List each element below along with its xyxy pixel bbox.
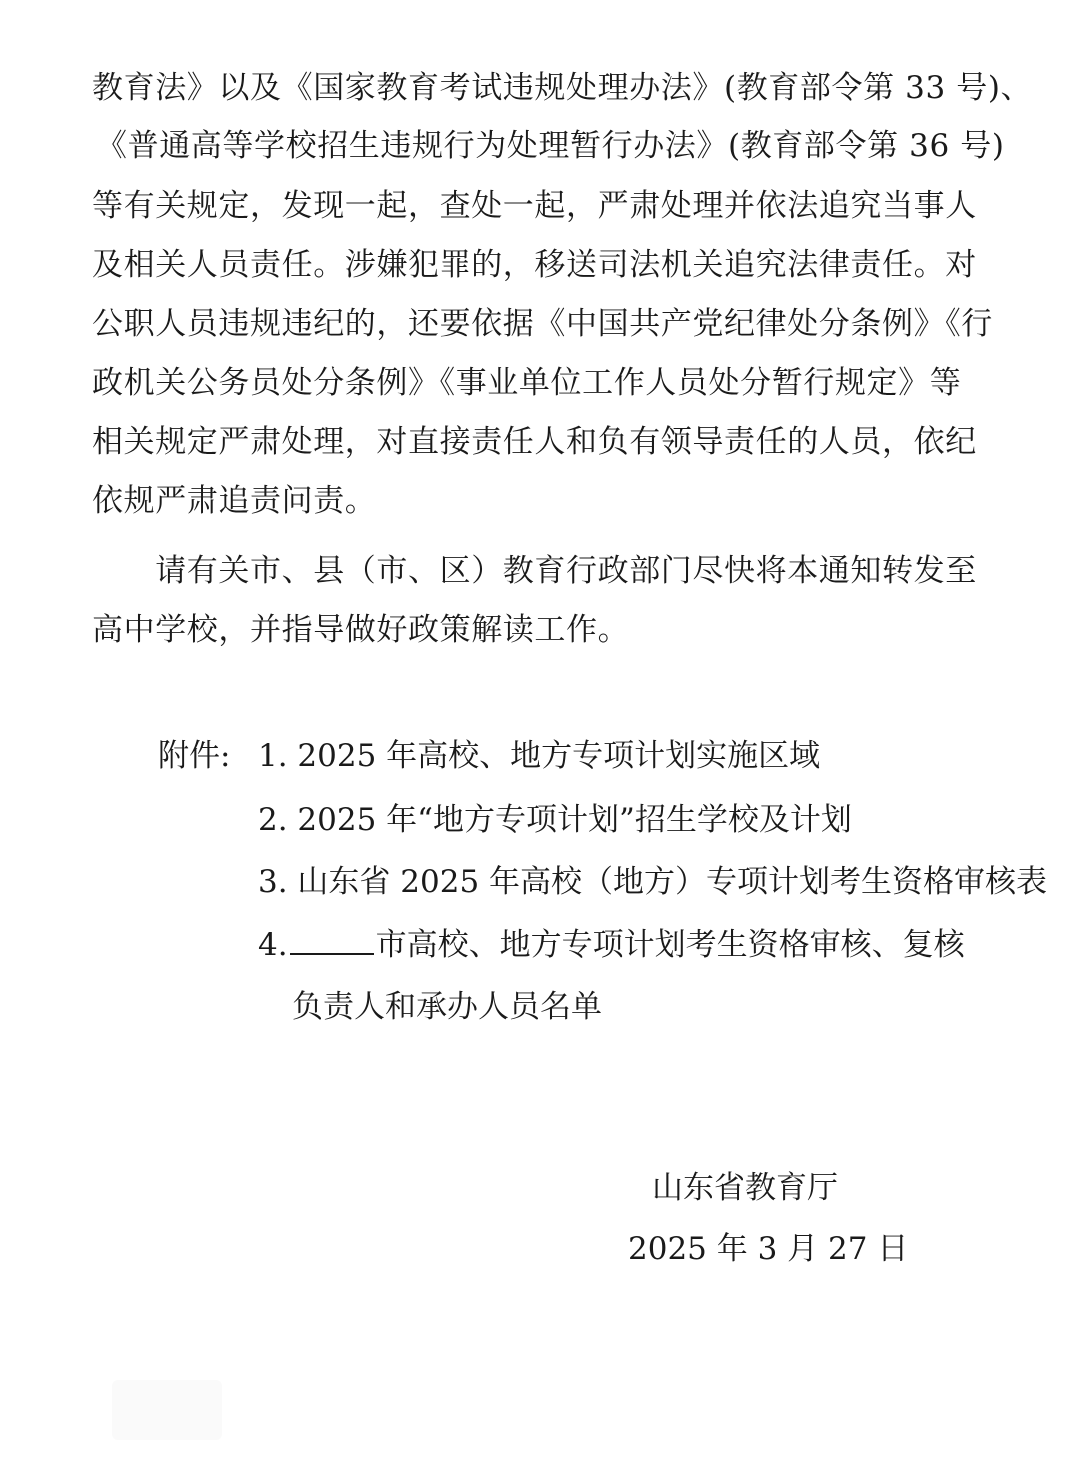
body-para2-line-1: 请有关市、县（市、区）教育行政部门尽快将本通知转发至	[92, 553, 977, 589]
attachment-item-3: 3. 山东省 2025 年高校（地方）专项计划考生资格审核表	[258, 864, 1048, 900]
attachment-item-1: 1. 2025 年高校、地方专项计划实施区域	[258, 738, 821, 774]
attachment-item-4-text: 市高校、地方专项计划考生资格审核、复核	[375, 927, 965, 963]
attachment-item-4-continuation: 负责人和承办人员名单	[292, 989, 602, 1025]
faint-smudge	[112, 1380, 222, 1440]
body-line-5: 公职人员违规违纪的，还要依据《中国共产党纪律处分条例》《行	[92, 306, 993, 342]
issuing-organization: 山东省教育厅	[652, 1170, 838, 1206]
body-para2-line-2: 高中学校，并指导做好政策解读工作。	[92, 612, 630, 648]
attachment-item-2: 2. 2025 年“地方专项计划”招生学校及计划	[258, 802, 852, 838]
issue-date: 2025 年 3 月 27 日	[628, 1231, 909, 1267]
body-line-4: 及相关人员责任。涉嫌犯罪的，移送司法机关追究法律责任。对	[92, 247, 977, 283]
body-line-8: 依规严肃追责问责。	[92, 483, 377, 519]
fill-in-blank	[290, 925, 374, 955]
body-line-1: 教育法》以及《国家教育考试违规处理办法》(教育部令第 33 号)、	[92, 70, 1033, 106]
attachment-item-4	[258, 925, 965, 965]
body-line-3: 等有关规定，发现一起，查处一起，严肃处理并依法追究当事人	[92, 188, 977, 224]
body-line-2: 《普通高等学校招生违规行为处理暂行办法》(教育部令第 36 号)	[96, 128, 1005, 164]
body-line-7: 相关规定严肃处理，对直接责任人和负有领导责任的人员，依纪	[92, 424, 977, 460]
attachments-label: 附件:	[158, 738, 231, 774]
attachment-item-4-number: 4.	[258, 927, 288, 963]
body-line-6: 政机关公务员处分条例》《事业单位工作人员处分暂行规定》等	[92, 365, 962, 401]
